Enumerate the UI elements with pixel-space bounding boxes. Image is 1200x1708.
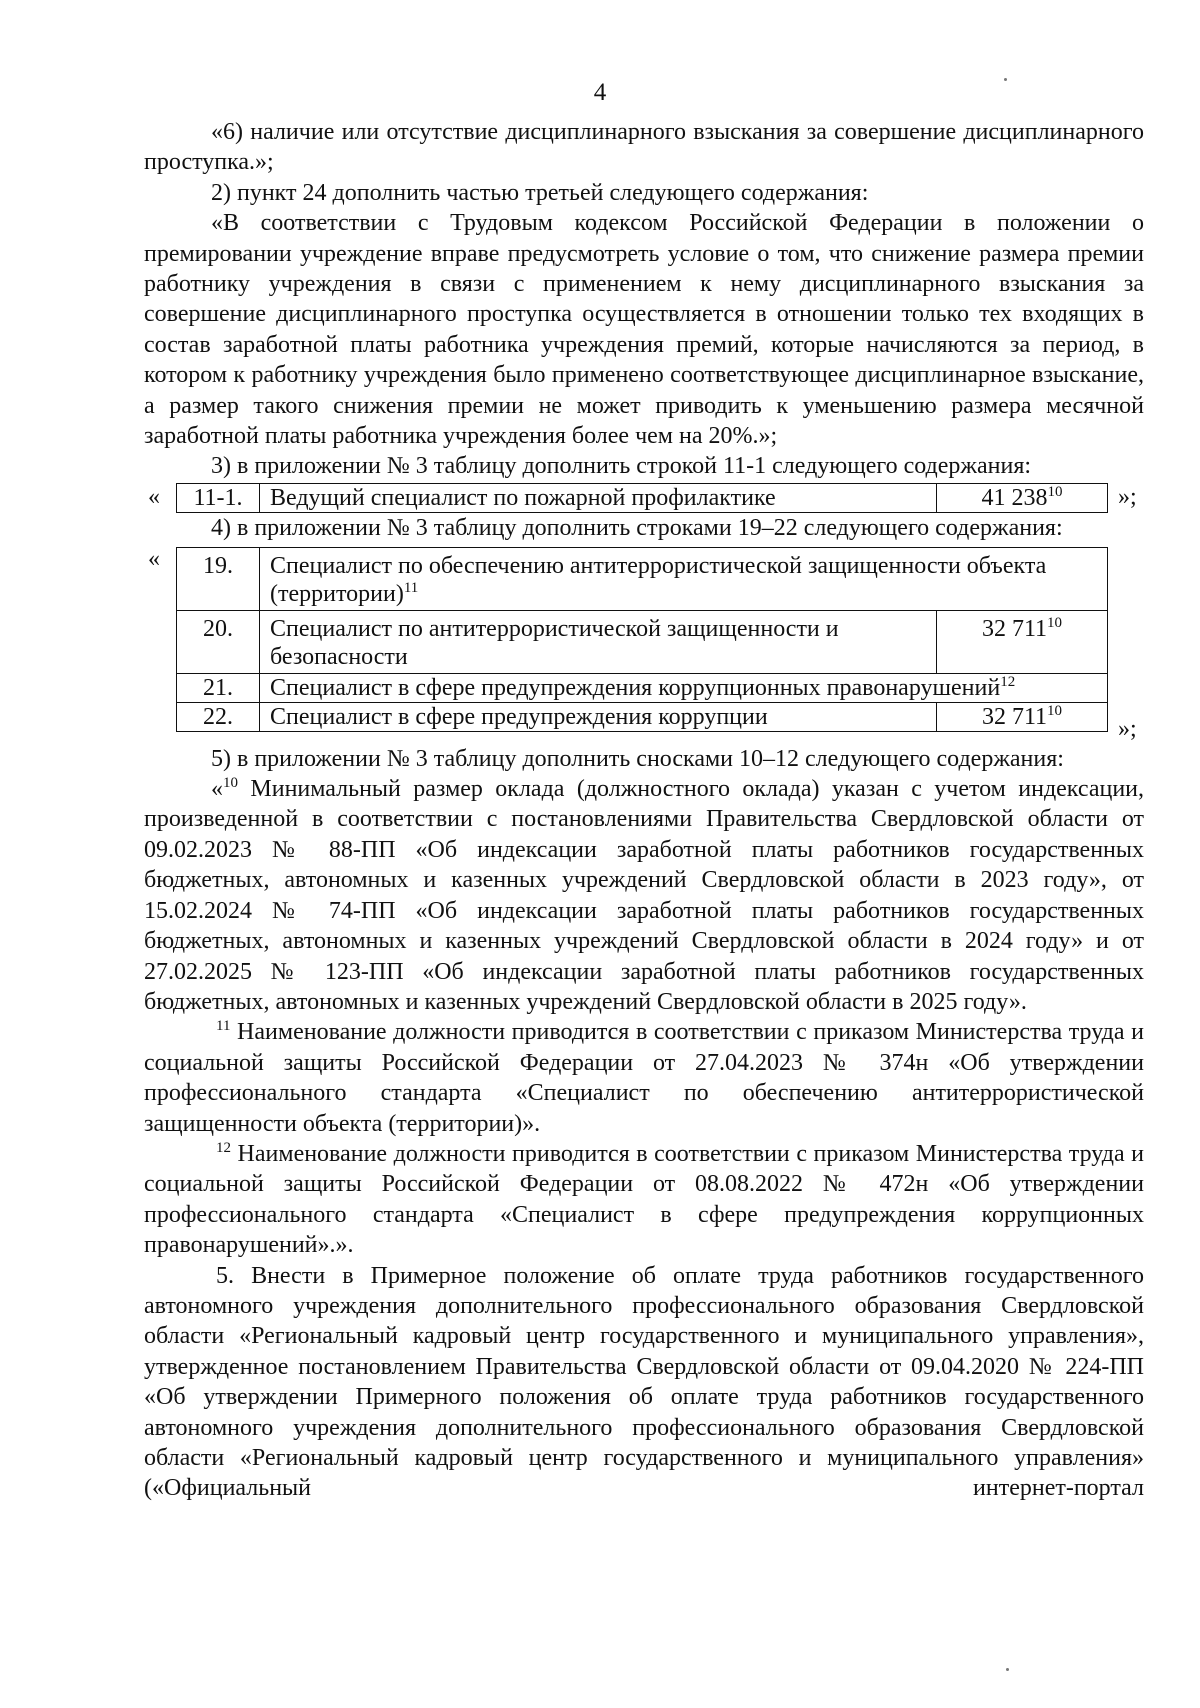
cell-number: 20. — [177, 610, 260, 673]
footnote-10 — [144, 774, 1144, 1017]
close-quote: »; — [1118, 715, 1137, 742]
cell-number: 21. — [177, 673, 260, 702]
cell-position: Специалист по антитеррористической защищенности и безопасности — [260, 610, 937, 673]
footnote-mark: 10 — [223, 775, 238, 792]
cell-salary — [937, 483, 1108, 512]
footnote-ref: 11 — [403, 579, 419, 596]
cell-position: Ведущий специалист по пожарной профилактике — [260, 483, 937, 512]
page-number: 4 — [593, 79, 607, 106]
cell-number: 19. — [177, 547, 260, 610]
open-quote: « — [148, 483, 160, 510]
salary-value: 32 711 — [981, 703, 1048, 730]
footnote-text: Минимальный размер оклада (должностного оклада) указан с учетом индексации, произведенной в соответствии с постановлениями Правительства Свердловской области от 09.02.2023 № 88-ПП «Об индексации заработной платы работников государственных бюджетных, автономных и казенных учреждений Свердловской области в 2023 году», от 15.02.2024 № 74-ПП «Об индексации заработной платы работников государственных бюджетных, автономных и казенных учреждений Свердловской области в 2024 году» и от 27.02.2025 № 123-ПП «Об индексации заработной платы работников государственных бюджетных, автономных и казенных учреждений Свердловской области в 2025 году». — [144, 776, 1144, 1015]
footnote-ref: 10 — [1047, 483, 1063, 500]
close-quote: »; — [1118, 483, 1137, 510]
table-row — [177, 673, 1108, 702]
footnote-ref: 12 — [1000, 673, 1016, 690]
document-body — [144, 117, 1144, 1504]
paragraph-point-2: 2) пункт 24 дополнить частью третьей следующего содержания: — [211, 179, 869, 206]
position-name: Специалист в сфере предупреждения коррупционных правонарушений — [270, 674, 1001, 701]
footnote-ref: 10 — [1047, 614, 1063, 631]
table-row — [177, 702, 1108, 731]
paragraph-point-5: 5) в приложении № 3 таблицу дополнить сносками 10–12 следующего содержания: — [211, 745, 1064, 772]
salary-value: 32 711 — [981, 615, 1048, 642]
footnote-text: Наименование должности приводится в соответствии с приказом Министерства труда и социальной защиты Российской Федерации от 27.04.2023 № 374н «Об утверждении профессионального стандарта «Специалист по обеспечению антитеррористической защищенности объекта (территории)». — [144, 1019, 1144, 1137]
table-row — [177, 610, 1108, 673]
cell-salary — [937, 702, 1108, 731]
footnote-mark: 11 — [216, 1018, 231, 1035]
salary-value: 41 238 — [981, 484, 1048, 511]
scan-speck — [1006, 1668, 1009, 1671]
footnote-11 — [144, 1017, 1144, 1139]
paragraph-point-3: 3) в приложении № 3 таблицу дополнить строкой 11-1 следующего содержания: — [211, 453, 1032, 480]
scan-speck — [1004, 78, 1007, 81]
footnote-mark: 12 — [216, 1139, 231, 1156]
cell-number: 11-1. — [177, 483, 260, 512]
position-name: Специалист по обеспечению антитеррористической защищенности объекта (территории) — [270, 552, 1047, 607]
footnote-ref: 10 — [1047, 702, 1063, 719]
cell-salary — [937, 610, 1108, 673]
table-insert-19-22 — [144, 544, 1144, 744]
paragraph-point-5-amend: 5. Внести в Примерное положение об оплате труда работников государственного автономного учреждения дополнительного профессионального образования Свердловской области «Региональный кадровый центр государственного и муниципального управления», утвержденное постановлением Правительства Свердловской области от 09.04.2020 № 224-ПП «Об утверждении Примерного положения об оплате труда работников государственного автономного учреждения дополнительного профессионального образования Свердловской области «Региональный кадровый центр государственного и муниципального управления» («Официальный интернет-портал — [144, 1262, 1144, 1502]
paragraph-item-6: «6) наличие или отсутствие дисциплинарного взыскания за совершение дисциплинарного проступка.»; — [144, 119, 1144, 176]
open-quote: « — [211, 776, 223, 803]
cell-number: 22. — [177, 702, 260, 731]
table-insert-11-1 — [144, 482, 1144, 512]
cell-position — [260, 547, 1108, 610]
table-row — [177, 547, 1108, 610]
table-rows-19-22 — [176, 547, 1108, 732]
footnote-12 — [144, 1139, 1144, 1261]
cell-position — [260, 673, 1108, 702]
table-row-11-1 — [176, 483, 1108, 513]
paragraph-point-4: 4) в приложении № 3 таблицу дополнить строками 19–22 следующего содержания: — [211, 515, 1063, 542]
paragraph-quote-labor-code: «В соответствии с Трудовым кодексом Российской Федерации в положении о премировании учреждение вправе предусмотреть условие о том, что снижение размера премии работнику учреждения в связи с применением к нему дисциплинарного взыскания за совершение дисциплинарного проступка осуществляется в отношении только тех входящих в состав заработной платы работника учреждения премий, которые начисляются за период, в котором к работнику учреждения было применено соответствующее дисциплинарное взыскание, а размер такого снижения премии не может приводить к уменьшению размера месячной заработной платы работника учреждения более чем на 20%.»; — [144, 210, 1144, 450]
open-quote: « — [148, 545, 160, 572]
footnote-text: Наименование должности приводится в соответствии с приказом Министерства труда и социальной защиты Российской Федерации от 08.08.2022 № 472н «Об утверждении профессионального стандарта «Специалист в сфере предупреждения коррупционных правонарушений».». — [144, 1140, 1144, 1259]
cell-position: Специалист в сфере предупреждения коррупции — [260, 702, 937, 731]
table-row — [177, 483, 1108, 512]
